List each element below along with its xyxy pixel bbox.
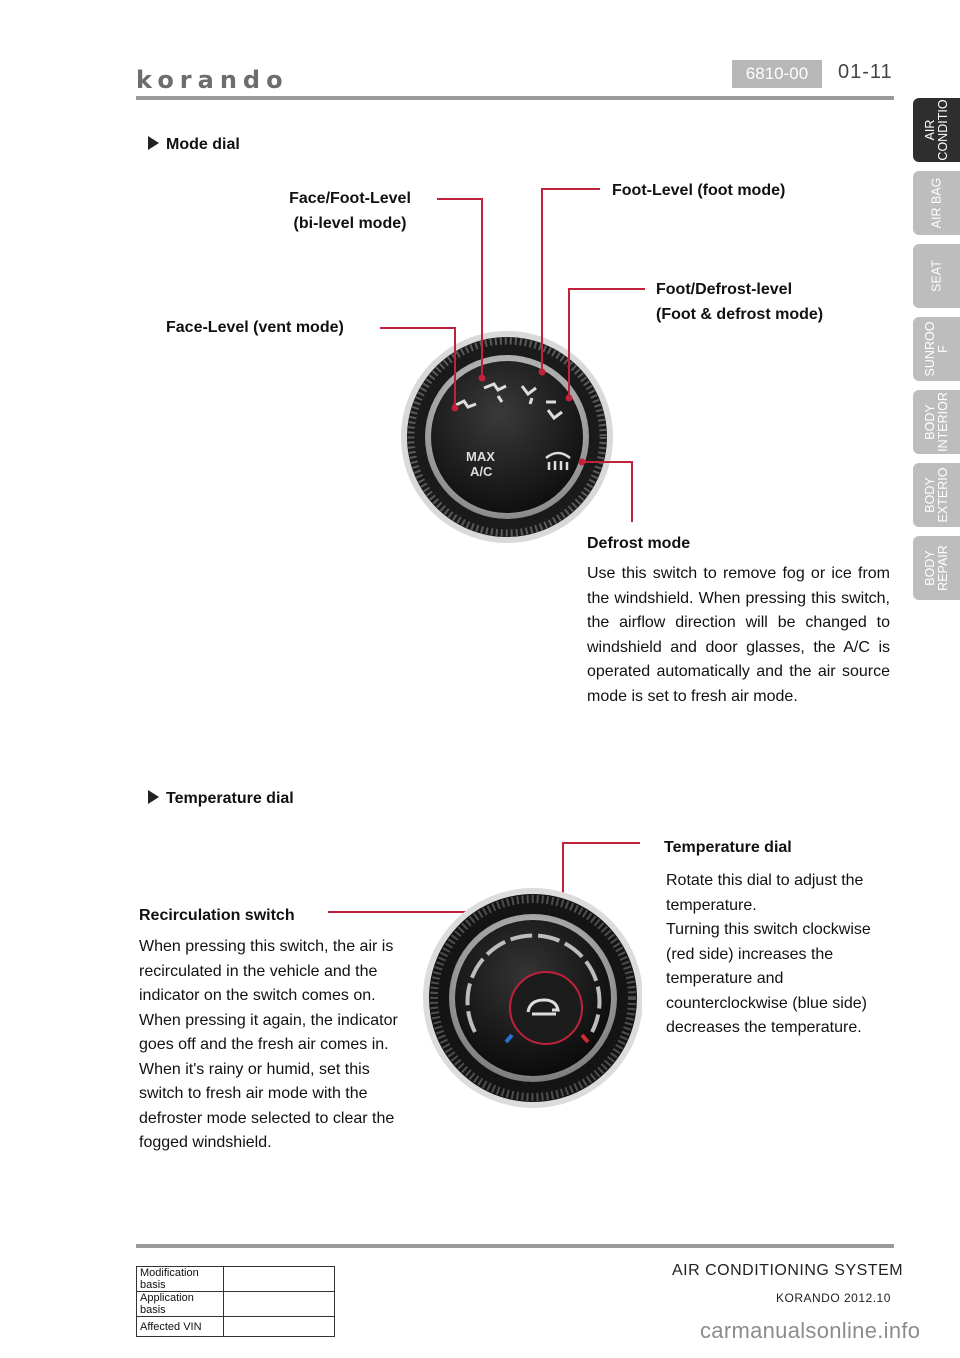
- knob-max-text: MAX: [466, 449, 495, 464]
- recirculation-switch-description: When pressing this switch, the air is recirculated in the vehicle and the indicator on the switch comes on. When pressing it again, the indicator goes off and the fresh air comes in. When it's rainy or humid, set this switch to fresh air mode with the defroster mode selected to clear the fogged windshield.: [139, 938, 398, 1151]
- page-number: 01-11: [838, 61, 893, 83]
- side-tab-body-exterior[interactable]: BODY EXTERIO: [913, 463, 960, 527]
- side-tab-body-interior[interactable]: BODY INTERIOR: [913, 390, 960, 454]
- temperature-dial-description: Rotate this dial to adjust the temperature. Turning this switch clockwise (red side) increases the temperature and counterclockwise (blue side) decreases the temperature.: [666, 872, 871, 1036]
- knob-ac-text: A/C: [470, 464, 493, 479]
- basis-table: [136, 1266, 335, 1337]
- footer-model-date: KORANDO 2012.10: [776, 1291, 891, 1305]
- temperature-dial-title: Temperature dial: [664, 839, 792, 856]
- face-foot-level-label: Face/Foot-Level (bi-level mode): [289, 190, 411, 232]
- watermark-link[interactable]: carmanualsonline.info: [700, 1318, 921, 1343]
- temperature-dial-heading: Temperature dial: [148, 790, 294, 808]
- bullet-triangle-icon: [148, 136, 159, 150]
- mode-dial-knob-image: [396, 328, 618, 546]
- header-divider: [136, 96, 894, 100]
- footer-divider: [136, 1244, 894, 1248]
- side-tab-seat[interactable]: SEAT: [913, 244, 960, 308]
- footer-section-title: AIR CONDITIONING SYSTEM: [672, 1262, 904, 1279]
- table-row: Modification basis: [137, 1267, 335, 1292]
- recirculation-switch-button: [510, 972, 582, 1044]
- defrost-mode-description: Use this switch to remove fog or ice from the windshield. When pressing this switch, the airflow direction will be changed to windshield and door glasses, the A/C is operated automatically and the air source mode is set to fresh air mode.: [587, 565, 890, 705]
- temperature-dial-knob-image: [420, 880, 642, 1110]
- side-tab-air-conditioning[interactable]: AIR CONDITIO: [913, 98, 960, 162]
- foot-defrost-label: Foot/Defrost-level (Foot & defrost mode): [656, 281, 824, 323]
- side-tab-sunroof[interactable]: SUNROO F: [913, 317, 960, 381]
- brand-logo: korando: [136, 66, 289, 94]
- face-level-label: Face-Level (vent mode): [166, 319, 344, 336]
- recirculation-switch-title: Recirculation switch: [139, 907, 295, 924]
- side-tab-body-repair[interactable]: BODY REPAIR: [913, 536, 960, 600]
- mode-dial-heading: Mode dial: [148, 136, 240, 154]
- table-row: Affected VIN: [137, 1317, 335, 1337]
- bullet-triangle-icon: [148, 790, 159, 804]
- side-tab-air-bag[interactable]: AIR BAG: [913, 171, 960, 235]
- defrost-mode-title: Defrost mode: [587, 535, 691, 552]
- foot-level-label: Foot-Level (foot mode): [612, 182, 786, 199]
- table-row: Application basis: [137, 1292, 335, 1317]
- section-code-badge: 6810-00: [732, 60, 822, 88]
